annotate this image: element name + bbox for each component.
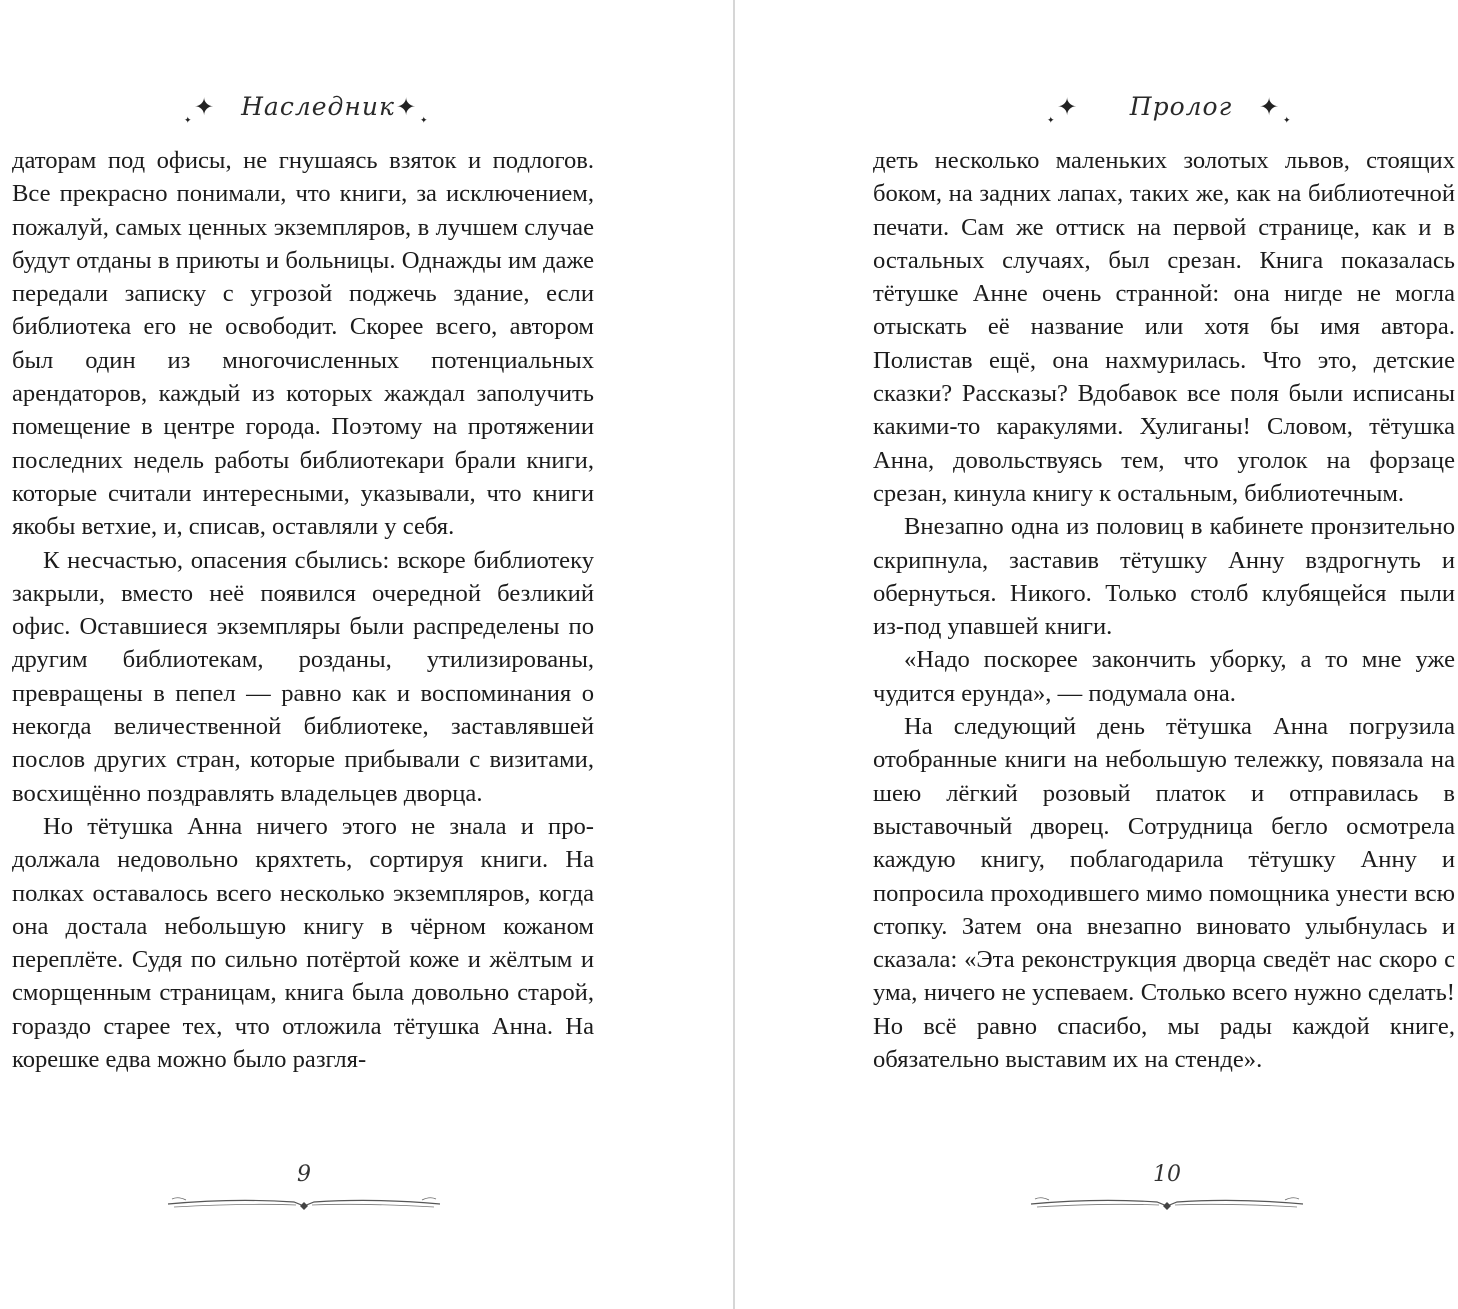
page-number: 9 (297, 1162, 311, 1187)
body-text (12, 144, 594, 1076)
sparkle-icon: ✦ (194, 95, 215, 121)
running-header (168, 84, 468, 134)
paragraph: К несчастью, опасения сбылись: вскоре библиотеку закрыли, вместо неё появился очередной безликий офис. Оставшиеся экземпляры были распределены по другим библиотекам, розданы, утилизированы, превращены в пепел — равно как и воспоминания о некогда величественной библиотеке, заставлявшей послов других стран, которые прибывали с визитами, восхищённо поздравлять владельцев дворца. (12, 546, 594, 807)
ornament-divider-icon (154, 1190, 454, 1214)
sparkle-icon: ✦ (1283, 115, 1291, 125)
paragraph: даторам под офисы, не гнушаясь взяток и подлогов. Все прекрасно понимали, что книги, за исключением, пожалуй, самых ценных экземпляров, в лучшем случае будут отданы в приюты и больницы. Однажды им даже передали записку с угрозой поджечь здание, если библиотека его не освободит. Скорее всего, автором был один из многочисленных потенциальных арендаторов, каждый из которых жаждал заполучить помещение в центре города. Поэтому на протяжении последних недель работы библиотекари брали книги, которые считали интересными, указывали, что книги якобы ветхие, и, списав, оставляли у себя. (12, 147, 594, 541)
sparkle-icon: ✦ (1047, 115, 1055, 125)
paragraph: «Надо поскорее закончить уборку, а то мне уже чудится ерунда», — подумала она. (873, 646, 1455, 707)
page-footer (1017, 1162, 1317, 1222)
paragraph: Внезапно одна из половиц в кабинете пронзительно скрипнула, заставив тётушку Анну вздрогнуть и обернуться. Никого. Только столб клубящейся пыли из-под упавшей книги. (873, 513, 1455, 641)
ornament-divider-icon (1017, 1190, 1317, 1214)
paragraph: На следующий день тётушка Анна погрузила отобранные книги на небольшую тележку, повязала на шею лёгкий розовый платок и отправилась в выставочный дворец. Сотрудница бегло осмотрела каждую книгу, поблагодарила тётушку Анну и попросила проходившего мимо помощника унести всю стопку. Затем она внезапно виновато улыбнулась и сказала: «Эта реконструкция дворца сведёт нас скоро с ума, ничего не успеваем. Столько всего нужно сделать! Но всё равно спасибо, мы рады каждой книге, обязательно выставим их на стенде». (873, 713, 1455, 1074)
running-header (1031, 84, 1331, 134)
body-text (873, 144, 1455, 1076)
page-footer (154, 1162, 454, 1222)
paragraph: Но тётушка Анна ничего этого не знала и продолжала недовольно кряхтеть, сортируя книги. На полках оставалось всего несколько экземпляров, когда она достала небольшую книгу в чёрном кожаном переплёте. Судя по сильно потёртой коже и жёлтым и сморщенным страницам, книга была довольно старой, гораздо старее тех, что отложила тётушка Анна. На корешке едва можно было разгля- (12, 812, 594, 1074)
sparkle-icon: ✦ (396, 95, 417, 121)
sparkle-icon: ✦ (1259, 95, 1280, 121)
sparkle-icon: ✦ (1057, 95, 1078, 121)
right-page (735, 0, 1458, 1309)
sparkle-icon: ✦ (420, 115, 428, 125)
paragraph: деть несколько маленьких золотых львов, стоящих боком, на задних лапах, таких же, как на библиотечной печати. Сам же оттиск на первой странице, как и в остальных случаях, был срезан. Книга показалась тётушке Анне очень странной: она нигде не могла отыскать её название или хотя бы имя автора. Полистав ещё, она нахмурилась. Что это, детские сказки? Рассказы? Вдобавок все поля были исписаны какими-то каракулями. Хулиганы! Словом, тётушка Анна, довольствуясь тем, что уголок на форзаце срезан, кинула книгу к остальным, библиотечным. (873, 147, 1455, 507)
sparkle-icon: ✦ (184, 115, 192, 125)
running-title: Пролог (1129, 92, 1233, 121)
running-title: Наследник (241, 92, 395, 121)
page-number: 10 (1153, 1162, 1181, 1187)
